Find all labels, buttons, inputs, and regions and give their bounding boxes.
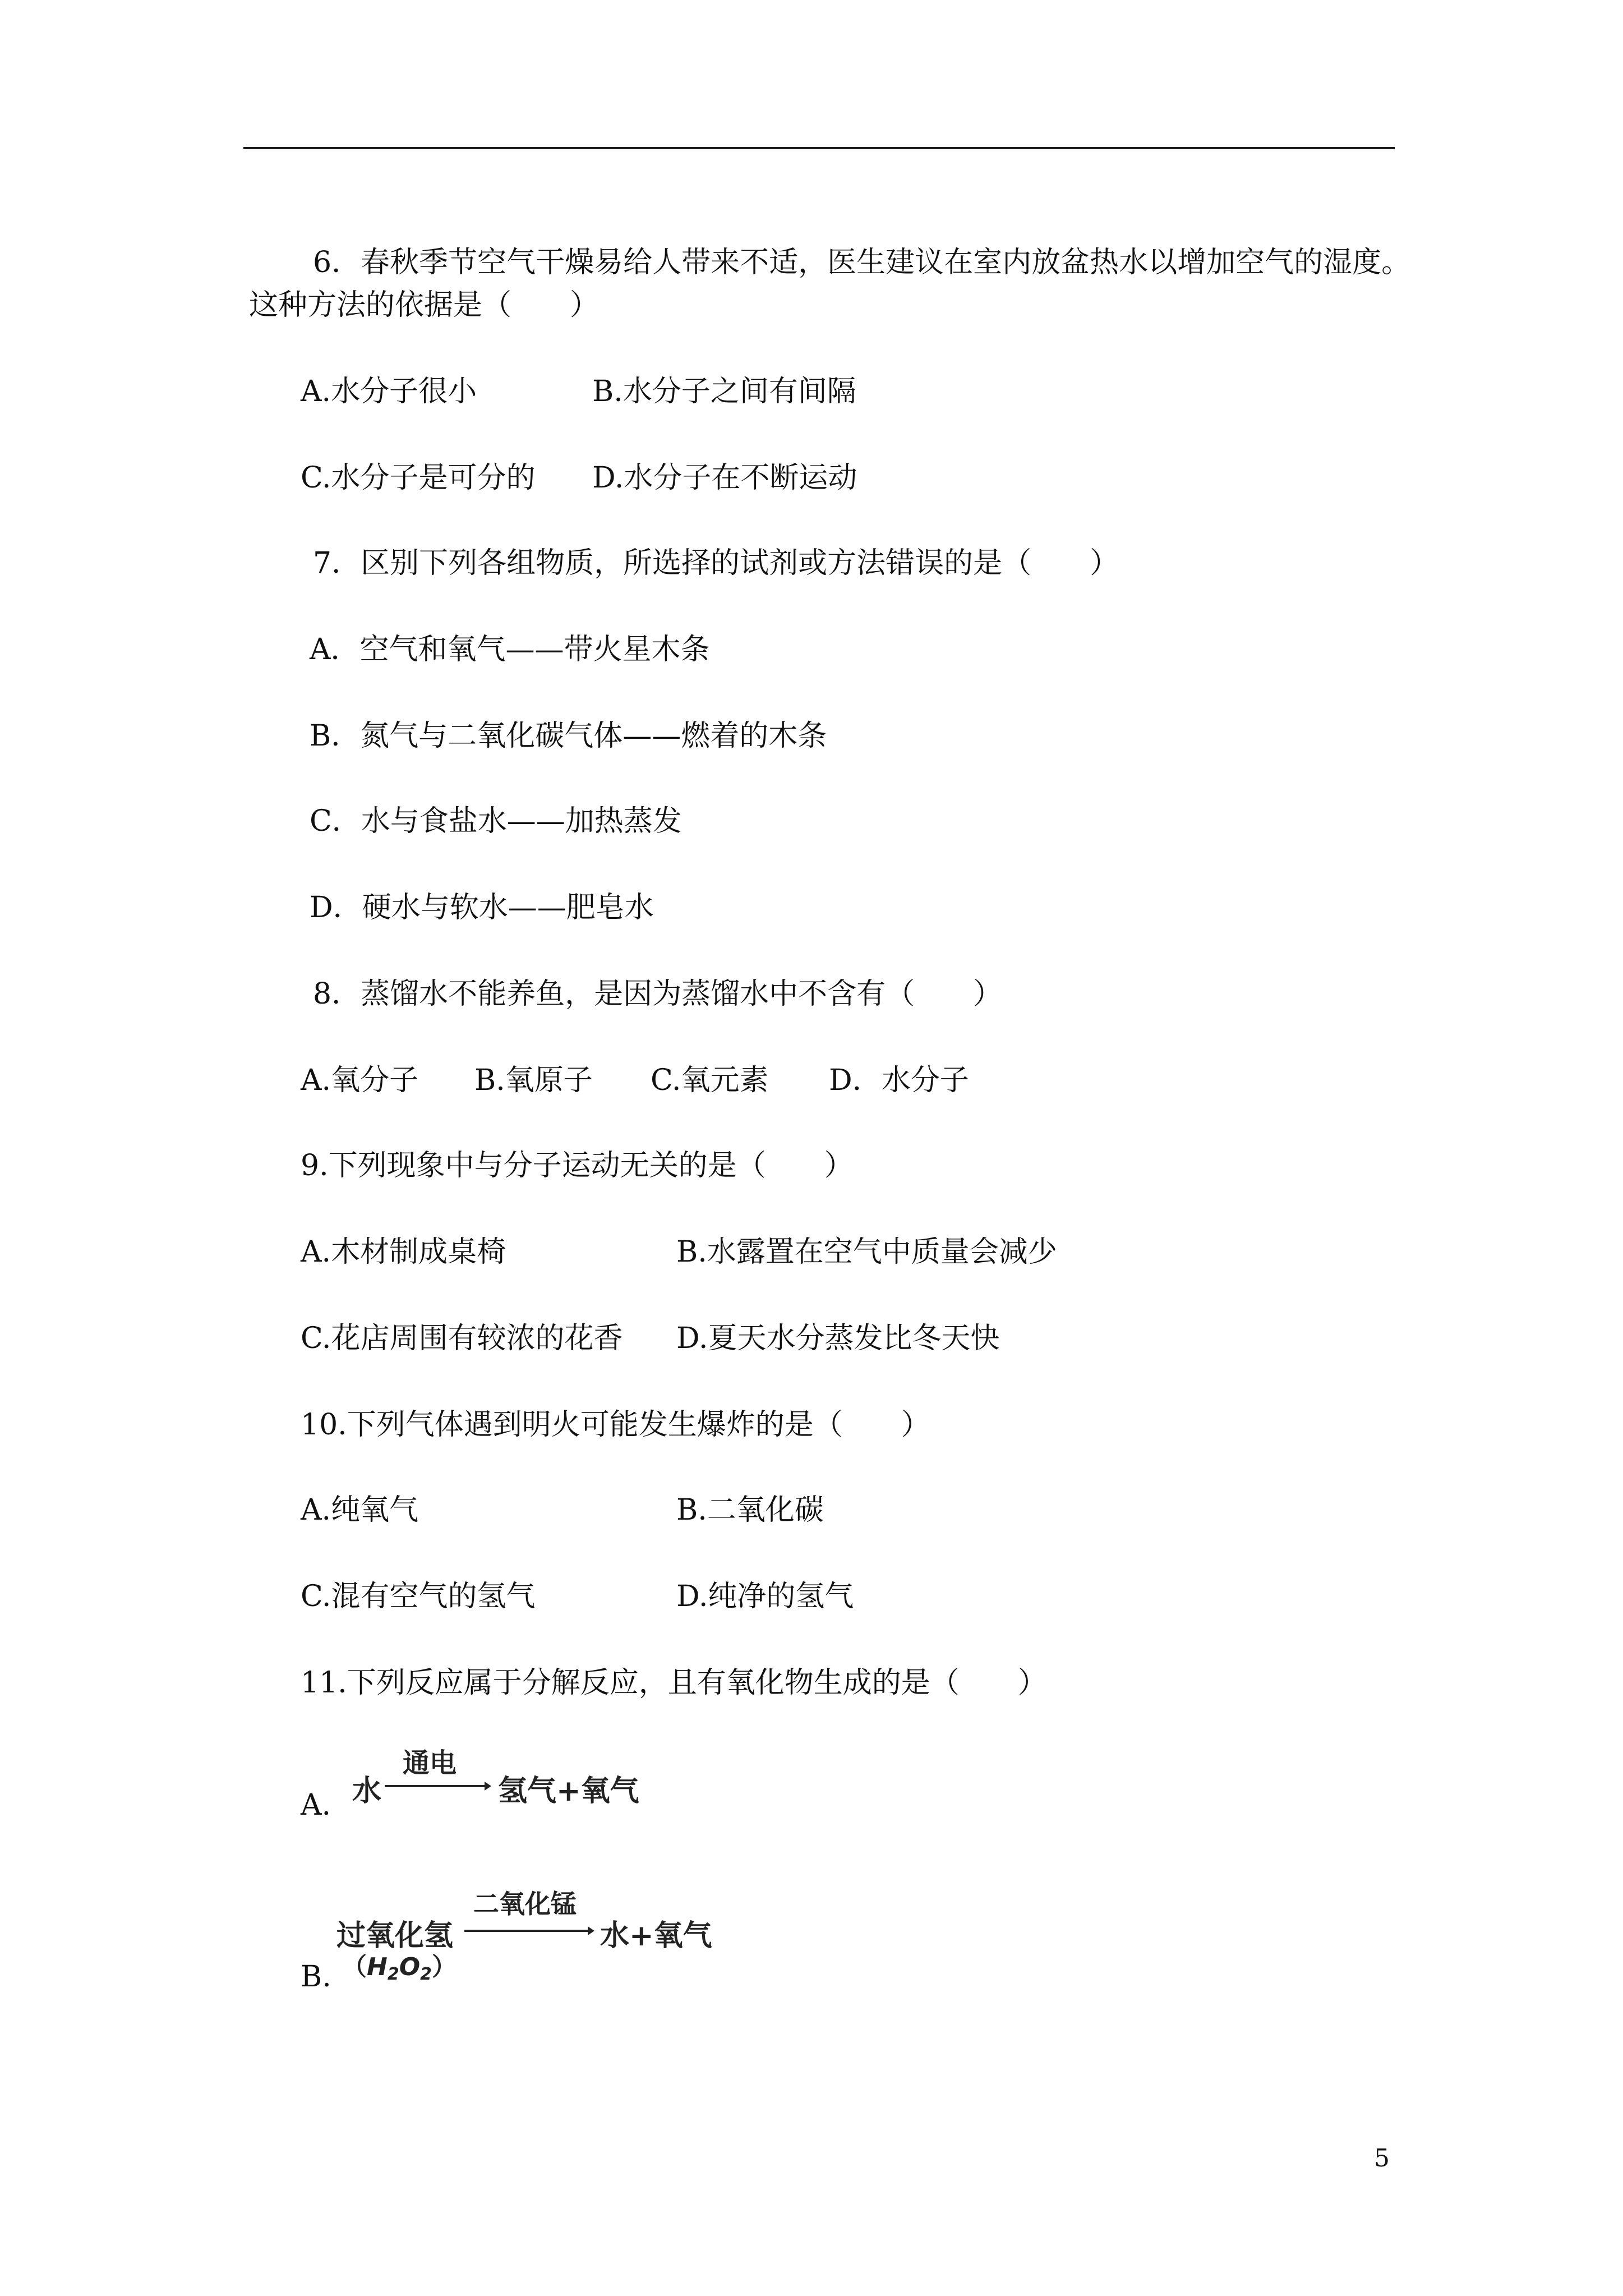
question-7-option-a: A．空气和氧气——带火星木条 (310, 633, 710, 666)
question-8-stem: 8．蒸馏水不能养鱼，是因为蒸馏水中不含有（ ） (313, 977, 1003, 1011)
equation-b-formula: $(H_2O_2)$ (342, 1953, 457, 1984)
question-8-option-b: B.氧原子 (474, 1064, 593, 1097)
question-6-stem: 6．春秋季节空气干燥易给人带来不适，医生建议在室内放盆热水以增加空气的湿度。 (313, 246, 1411, 279)
question-9-stem: 9.下列现象中与分子运动无关的是（ ） (301, 1149, 854, 1182)
question-7-option-b: B．氮气与二氧化碳气体——燃着的木条 (310, 719, 827, 753)
page-number: 5 (1374, 2144, 1390, 2173)
question-9-option-a: A.木材制成桌椅 (301, 1235, 506, 1269)
equation-b-reactant: 过氧化氢 (336, 1919, 454, 1953)
question-8-option-a: A.氧分子 (301, 1064, 419, 1097)
question-7-option-c: C．水与食盐水——加热蒸发 (310, 804, 682, 838)
question-6-option-a: A.水分子很小 (301, 375, 477, 408)
arrow-icon (464, 1925, 594, 1936)
question-10-option-c: C.混有空气的氢气 (301, 1580, 536, 1613)
header-rule (243, 147, 1395, 149)
question-9-option-c: C.花店周围有较浓的花香 (301, 1322, 623, 1355)
equation-b (336, 1884, 729, 1984)
question-7-stem: 7．区别下列各组物质，所选择的试剂或方法错误的是（ ） (313, 546, 1119, 580)
question-6-option-d: D.水分子在不断运动 (592, 461, 857, 495)
question-11-stem: 11.下列反应属于分解反应，且有氧化物生成的是（ ） (301, 1666, 1047, 1700)
question-9-option-d: D.夏天水分蒸发比冬天快 (676, 1322, 1000, 1355)
equation-b-products: 水+氧气 (600, 1919, 712, 1953)
question-6-option-b: B.水分子之间有间隔 (592, 375, 856, 408)
question-10-option-b: B.二氧化碳 (676, 1493, 824, 1527)
equation-b-condition: 二氧化锰 (473, 1889, 577, 1919)
question-11-option-b-label: B. (301, 1960, 331, 1994)
question-10-stem: 10.下列气体遇到明火可能发生爆炸的是（ ） (301, 1408, 930, 1442)
question-8-option-d: D．水分子 (829, 1064, 969, 1097)
equation-a (352, 1745, 644, 1812)
question-6-option-c: C.水分子是可分的 (301, 461, 536, 495)
question-11-option-a-label: A. (301, 1788, 331, 1822)
question-10-option-a: A.纯氧气 (301, 1493, 419, 1527)
question-10-option-d: D.纯净的氢气 (676, 1580, 854, 1613)
arrow-icon (385, 1780, 491, 1792)
question-7-option-d: D．硬水与软水——肥皂水 (310, 891, 654, 924)
question-8-option-c: C.氧元素 (651, 1064, 769, 1097)
equation-a-condition: 通电 (403, 1747, 457, 1779)
question-6-stem-continued: 这种方法的依据是（ ） (249, 288, 600, 322)
question-9-option-b: B.水露置在空气中质量会减少 (676, 1235, 1057, 1269)
equation-a-products: 氢气+氧气 (498, 1774, 639, 1808)
equation-a-reactant: 水 (352, 1774, 382, 1808)
